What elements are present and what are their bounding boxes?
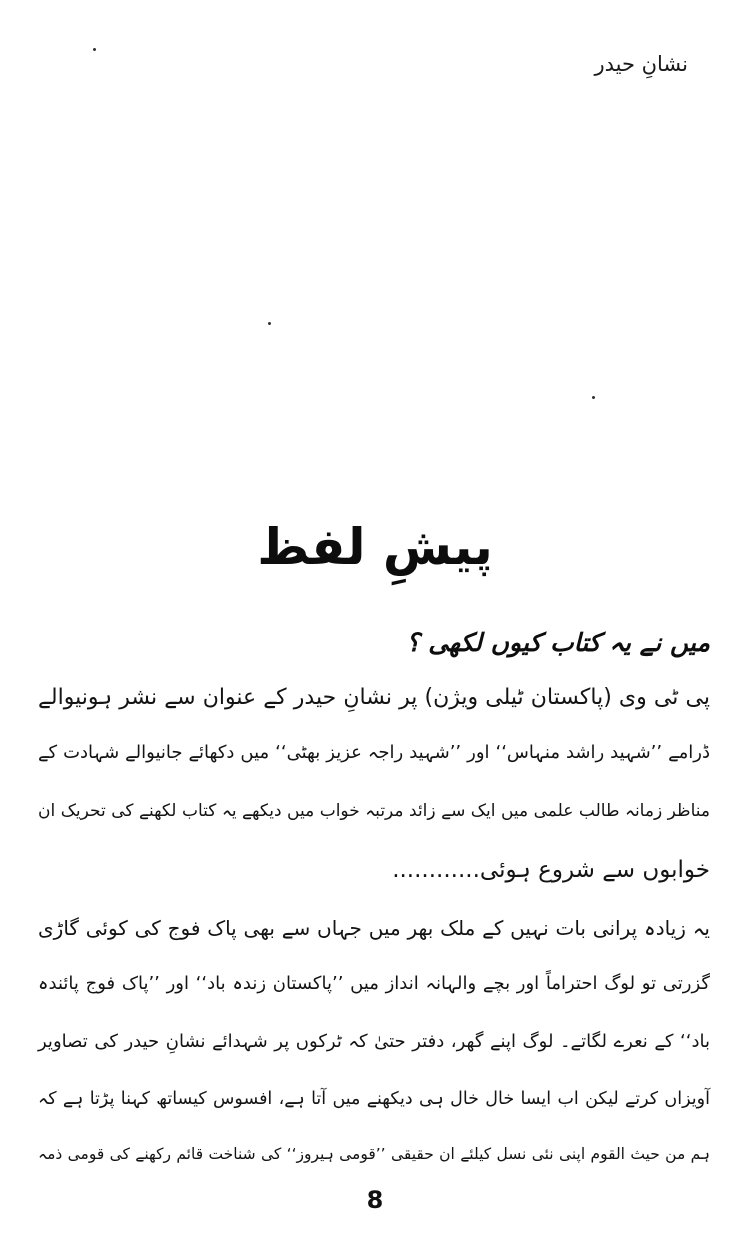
paragraph-2-line: یہ زیادہ پرانی بات نہیں کے ملک بھر میں جہاں سے بھی پاک فوج کی کوئی گاڑی	[38, 916, 710, 940]
section-heading: میں نے یہ کتاب کیوں لکھی ؟	[406, 628, 710, 657]
paragraph-1-line: ڈرامے ’’شہید راشد منہاس‘‘ اور ’’شہید راجہ عزیز بھٹی‘‘ میں دکھائے جانیوالے شہادت کے	[38, 742, 710, 763]
paragraph-2-line: ہم من حیث القوم اپنی نئی نسل کیلئے ان حقیقی ’’قومی ہیروز‘‘ کی شناخت قائم رکھنے کی قومی ذمہ	[38, 1145, 710, 1163]
paragraph-2-line: گزرتی تو لوگ احتراماً اور بچے والہانہ انداز میں ’’پاکستان زندہ باد‘‘ اور ’’پاک فوج پائندہ	[38, 973, 710, 994]
running-header: نشانِ حیدر	[594, 52, 688, 76]
paragraph-1-line: مناظر زمانہ طالب علمی میں ایک سے زائد مرتبہ خواب میں دیکھے یہ کتاب لکھنے کی تحریک ان	[38, 801, 710, 821]
print-speck	[268, 322, 271, 325]
print-speck	[592, 396, 595, 399]
print-speck	[93, 48, 96, 51]
paragraph-1-line: پی ٹی وی (پاکستان ٹیلی ویژن) پر نشانِ حیدر کے عنوان سے نشر ہونیوالے	[38, 685, 710, 710]
paragraph-1-line: خوابوں سے شروع ہوئی............	[392, 857, 710, 883]
page-number: 8	[366, 1186, 384, 1214]
paragraph-2-line: آویزاں کرتے لیکن اب ایسا خال خال ہی دیکھنے میں آتا ہے، افسوس کیساتھ کہنا پڑتا ہے کہ	[38, 1089, 710, 1109]
chapter-title: پیشِ لفظ	[257, 518, 493, 576]
paragraph-2-line: باد‘‘ کے نعرے لگاتے۔ لوگ اپنے گھر، دفتر حتیٰ کہ ٹرکوں پر شہدائے نشانِ حیدر کی تصاویر	[38, 1031, 710, 1052]
